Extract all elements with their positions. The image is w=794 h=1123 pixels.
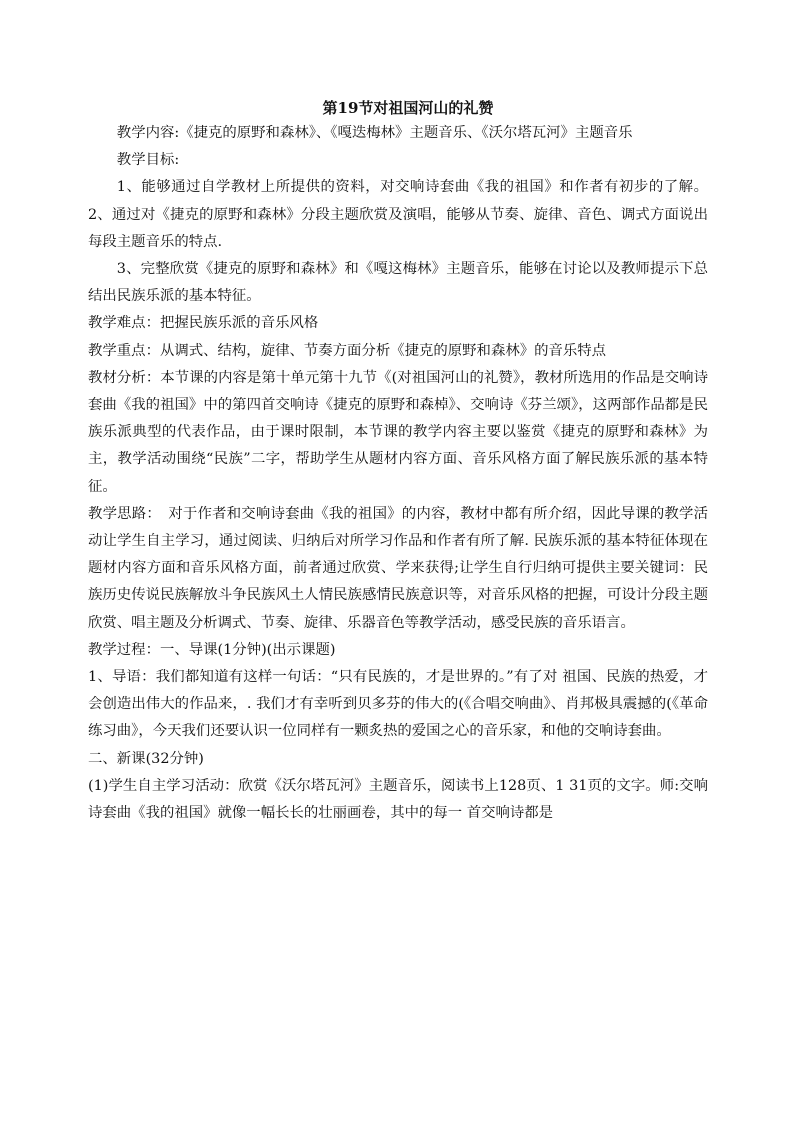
paragraph: 3、完整欣赏《捷克的原野和森林》和《嘎这梅林》主题音乐，能够在讨论以及教师提示下总结出民族乐派的基本特征。 — [88, 261, 708, 305]
paragraph: 二、新课(32分钟) — [88, 750, 204, 767]
paragraph: 教材分析：本节课的内容是第十单元第十九节《(对祖国河山的礼赞》，教材所选用的作品是交响诗套曲《我的祖国》中的第四首交响诗《捷克的原野和森棹》、交响诗《芬兰颂》，这两部作品都是民族乐派典型的代表作品，由于课时限制，本节课的教学内容主要以鉴赏《捷克的原野和森林》为主，教学活动围绕“民族”二字，帮助学生从题材内容方面、音乐风格方面了解民族乐派的基本特征。 — [88, 369, 708, 495]
paragraph: 教学过程：一、导课(1分钟)(出示课题) — [88, 641, 336, 658]
paragraph: 教学内容:《捷克的原野和森林》、《嘎迭梅林》主题音乐、《沃尔塔瓦河》主题音乐 — [116, 125, 633, 141]
paragraph: 教学重点：从调式、结构，旋律、节奏方面分析《捷克的原野和森林》的音乐特点 — [88, 342, 607, 359]
document-body — [88, 120, 708, 827]
paragraph: 1、能够通过自学教材上所提供的资料，对交响诗套曲《我的祖国》和作者有初步的了解。2、通过对《捷克的原野和森林》分段主题欣赏及演唱，能够从节奏、旋律、音色、调式方面说出每段主题音乐的特点. — [88, 179, 708, 250]
document-page — [88, 96, 708, 827]
document-title: 第19节对祖国河山的礼赞 — [322, 99, 494, 117]
paragraph: (1)学生自主学习活动：欣赏《沃尔塔瓦河》主题音乐，阅读书上128页、1 31页的文字。师:交响诗套曲《我的祖国》就像一幅长长的壮丽画卷，其中的每一 首交响诗都是 — [88, 777, 708, 822]
paragraph: 教学难点：把握民族乐派的音乐风格 — [88, 315, 319, 332]
paragraph: 1、导语：我们都知道有这样一句话：“只有民族的，才是世界的。”有了对 祖国、民族的热爱，才会创造出伟大的作品来，. 我们才有幸听到贝多芬的伟大的(《合唱交响曲》、肖邦极具震撼的(《革命练习曲》，今天我们还要认识一位同样有一颗炙热的爱国之心的音乐家，和他的交响诗套曲。 — [88, 669, 708, 740]
paragraph: 教学思路： 对于作者和交响诗套曲《我的祖国》的内容，教材中都有所介绍，因此导课的教学活动让学生自主学习，通过阅读、归纳后对所学习作品和作者有所了解. 民族乐派的基本特征体现在题材内容方面和音乐风格方面，前者通过欣赏、学来获得;让学生自行归纳可提供主要关键词：民族历史传说民族解放斗争民族风土人情民族感情民族意识等，对音乐风格的把握，可设计分段主题欣赏、唱主题及分析调式、节奏、旋律、乐器音色等教学活动，感受民族的音乐语言。 — [88, 505, 708, 631]
paragraph: 教学目标: — [116, 152, 180, 169]
